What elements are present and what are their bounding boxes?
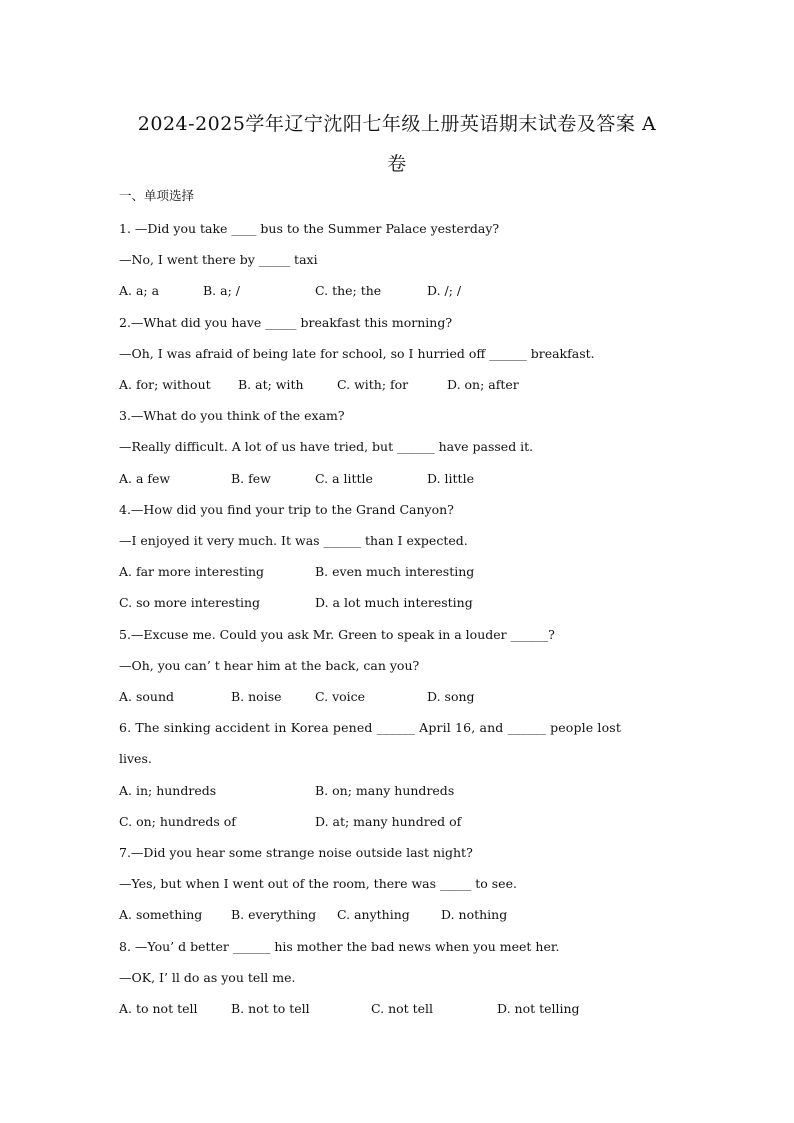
q7-stem: 7.—Did you hear some strange noise outside last night?	[119, 845, 473, 860]
q2-option-c: C. with; for	[337, 377, 409, 392]
q6-option-a: A. in; hundreds	[119, 783, 217, 798]
document-title	[110, 104, 684, 184]
q2-reply: —Oh, I was afraid of being late for school, so I hurried off ______ breakfast.	[119, 346, 595, 361]
q3-reply: —Really difficult. A lot of us have tried, but ______ have passed it.	[119, 439, 534, 454]
title-line-2: 卷	[387, 153, 407, 175]
q5-option-d: D. song	[427, 689, 475, 704]
q1-option-c: C. the; the	[315, 283, 382, 298]
q4-stem: 4.—How did you find your trip to the Grand Canyon?	[119, 502, 454, 517]
q4-option-a: A. far more interesting	[119, 564, 265, 579]
q2-option-d: D. on; after	[447, 377, 519, 392]
q5-reply: —Oh, you can’ t hear him at the back, can you?	[119, 658, 420, 673]
q2-stem: 2.—What did you have _____ breakfast this morning?	[119, 315, 453, 330]
q8-option-b: B. not to tell	[231, 1001, 310, 1016]
title-line-1: 2024-2025学年辽宁沈阳七年级上册英语期末试卷及答案 A	[137, 113, 657, 135]
q7-reply: —Yes, but when I went out of the room, there was _____ to see.	[119, 876, 517, 891]
q5-stem: 5.—Excuse me. Could you ask Mr. Green to speak in a louder ______?	[119, 627, 555, 642]
q1-reply: —No, I went there by _____ taxi	[119, 252, 318, 267]
q4-reply: —I enjoyed it very much. It was ______ than I expected.	[119, 533, 468, 548]
q4-option-d: D. a lot much interesting	[315, 595, 473, 610]
q5-option-c: C. voice	[315, 689, 366, 704]
q8-option-a: A. to not tell	[119, 1001, 198, 1016]
q7-option-c: C. anything	[337, 907, 410, 922]
q6-option-c: C. on; hundreds of	[119, 814, 236, 829]
q3-stem: 3.—What do you think of the exam?	[119, 408, 345, 423]
q1-option-b: B. a; /	[203, 283, 240, 298]
q3-option-b: B. few	[231, 471, 271, 486]
q5-option-b: B. noise	[231, 689, 282, 704]
q3-option-a: A. a few	[119, 471, 171, 486]
q5-option-a: A. sound	[119, 689, 175, 704]
q2-option-a: A. for; without	[119, 377, 211, 392]
q1-stem: 1. —Did you take ____ bus to the Summer Palace yesterday?	[119, 221, 500, 236]
q8-option-d: D. not telling	[497, 1001, 580, 1016]
q7-option-d: D. nothing	[441, 907, 508, 922]
q7-option-a: A. something	[119, 907, 203, 922]
q1-option-a: A. a; a	[119, 283, 160, 298]
q3-option-d: D. little	[427, 471, 474, 486]
q4-option-c: C. so more interesting	[119, 595, 261, 610]
q6-stem-line-2: lives.	[119, 751, 152, 766]
q1-option-d: D. /; /	[427, 283, 462, 298]
q6-option-d: D. at; many hundred of	[315, 814, 462, 829]
q2-option-b: B. at; with	[238, 377, 304, 392]
q6-option-b: B. on; many hundreds	[315, 783, 455, 798]
q4-option-b: B. even much interesting	[315, 564, 475, 579]
section-heading: 一、单项选择	[119, 188, 195, 203]
q8-stem: 8. —You’ d better ______ his mother the bad news when you meet her.	[119, 939, 560, 954]
q8-option-c: C. not tell	[371, 1001, 434, 1016]
q3-option-c: C. a little	[315, 471, 373, 486]
q7-option-b: B. everything	[231, 907, 317, 922]
q6-stem-line-1: 6. The sinking accident in Korea pened ______ April 16, and ______ people lost	[119, 720, 621, 735]
q8-reply: —OK, I’ ll do as you tell me.	[119, 970, 296, 985]
